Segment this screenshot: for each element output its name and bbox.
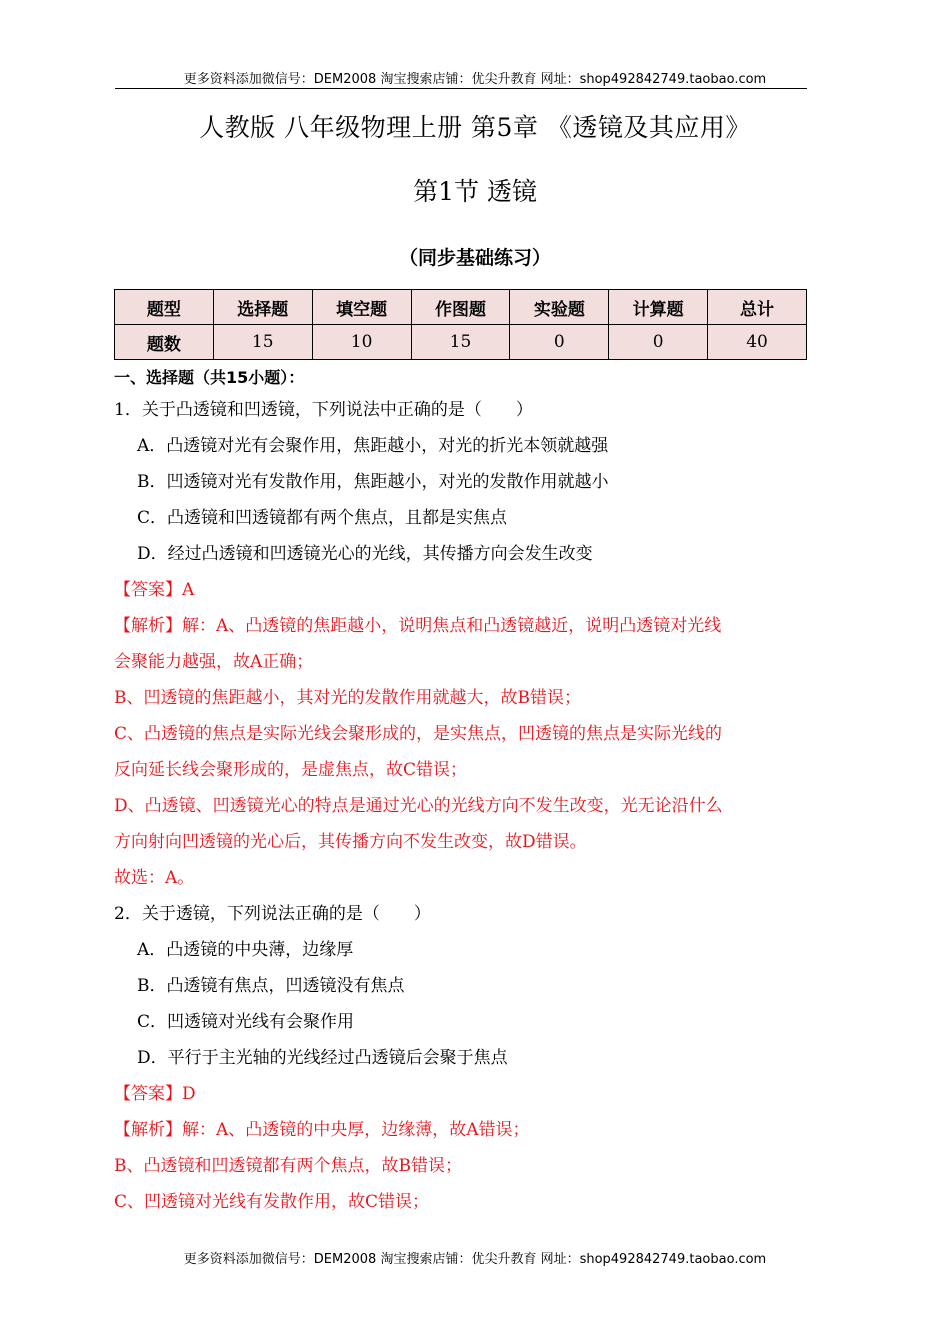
summary-count-cell: 15	[213, 325, 312, 360]
summary-count-row	[115, 325, 807, 360]
summary-header-cell: 实验题	[510, 290, 609, 325]
option-b: B．凸透镜有焦点，凹透镜没有焦点	[137, 976, 405, 996]
summary-count-cell: 0	[510, 325, 609, 360]
analysis-line: C、凹透镜对光线有发散作用，故C错误；	[114, 1192, 430, 1212]
option-c: C．凹透镜对光线有会聚作用	[137, 1012, 355, 1032]
question-summary-table	[114, 289, 807, 360]
question-1	[114, 392, 814, 896]
summary-header-cell: 选择题	[213, 290, 312, 325]
analysis-line: 会聚能力越强，故A正确；	[114, 652, 314, 672]
header-divider	[115, 88, 807, 89]
summary-header-cell: 作图题	[411, 290, 510, 325]
analysis-line: 【解析】解：A、凸透镜的焦距越小，说明焦点和凸透镜越近，说明凸透镜对光线	[114, 616, 722, 636]
header-note: 更多资料添加微信号：DEM2008 淘宝搜索店铺：优尖升教育 网址：shop492842749.taobao.com	[183, 72, 767, 87]
analysis-line: 故选：A。	[114, 868, 195, 888]
question-content	[114, 364, 814, 1220]
summary-header-cell: 题型	[115, 290, 214, 325]
analysis-line: 反向延长线会聚形成的，是虚焦点，故C错误；	[114, 760, 468, 780]
summary-count-label: 题数	[115, 325, 214, 360]
analysis-line: C、凸透镜的焦点是实际光线会聚形成的，是实焦点，凹透镜的焦点是实际光线的	[114, 724, 723, 744]
analysis-line: B、凸透镜和凹透镜都有两个焦点，故B错误；	[114, 1156, 462, 1176]
option-d: D．经过凸透镜和凹透镜光心的光线，其传播方向会发生改变	[137, 544, 593, 564]
footer-note: 更多资料添加微信号：DEM2008 淘宝搜索店铺：优尖升教育 网址：shop492842749.taobao.com	[183, 1252, 767, 1267]
summary-header-cell: 总计	[708, 290, 807, 325]
document-title: 人教版 八年级物理上册 第5章 《透镜及其应用》	[199, 113, 751, 142]
summary-header-cell: 填空题	[312, 290, 411, 325]
question-stem: 1．关于凸透镜和凹透镜，下列说法中正确的是（ ）	[114, 400, 533, 420]
option-d: D．平行于主光轴的光线经过凸透镜后会聚于焦点	[137, 1048, 508, 1068]
section-heading: 一、选择题（共15小题）：	[114, 368, 305, 387]
question-2	[114, 896, 814, 1220]
answer-line: 【答案】D	[114, 1084, 196, 1104]
practice-label: （同步基础练习）	[398, 247, 551, 269]
analysis-line: D、凸透镜、凹透镜光心的特点是通过光心的光线方向不发生改变，光无论沿什么	[114, 796, 723, 816]
analysis-line: 方向射向凹透镜的光心后，其传播方向不发生改变，故D错误。	[114, 832, 587, 852]
analysis-line: 【解析】解：A、凸透镜的中央厚，边缘薄，故A错误；	[114, 1120, 530, 1140]
analysis-line: B、凹透镜的焦距越小，其对光的发散作用就越大，故B错误；	[114, 688, 581, 708]
summary-count-cell: 15	[411, 325, 510, 360]
summary-count-cell: 10	[312, 325, 411, 360]
summary-header-row	[115, 290, 807, 325]
option-c: C．凸透镜和凹透镜都有两个焦点，且都是实焦点	[137, 508, 508, 528]
option-b: B．凹透镜对光有发散作用，焦距越小，对光的发散作用就越小	[137, 472, 609, 492]
summary-count-cell: 40	[708, 325, 807, 360]
section-title: 第1节 透镜	[413, 177, 537, 206]
option-a: A．凸透镜对光有会聚作用，焦距越小，对光的折光本领就越强	[137, 436, 609, 456]
option-a: A．凸透镜的中央薄，边缘厚	[137, 940, 354, 960]
question-stem: 2．关于透镜，下列说法正确的是（ ）	[114, 904, 431, 924]
answer-line: 【答案】A	[114, 580, 195, 600]
summary-count-cell: 0	[609, 325, 708, 360]
summary-header-cell: 计算题	[609, 290, 708, 325]
